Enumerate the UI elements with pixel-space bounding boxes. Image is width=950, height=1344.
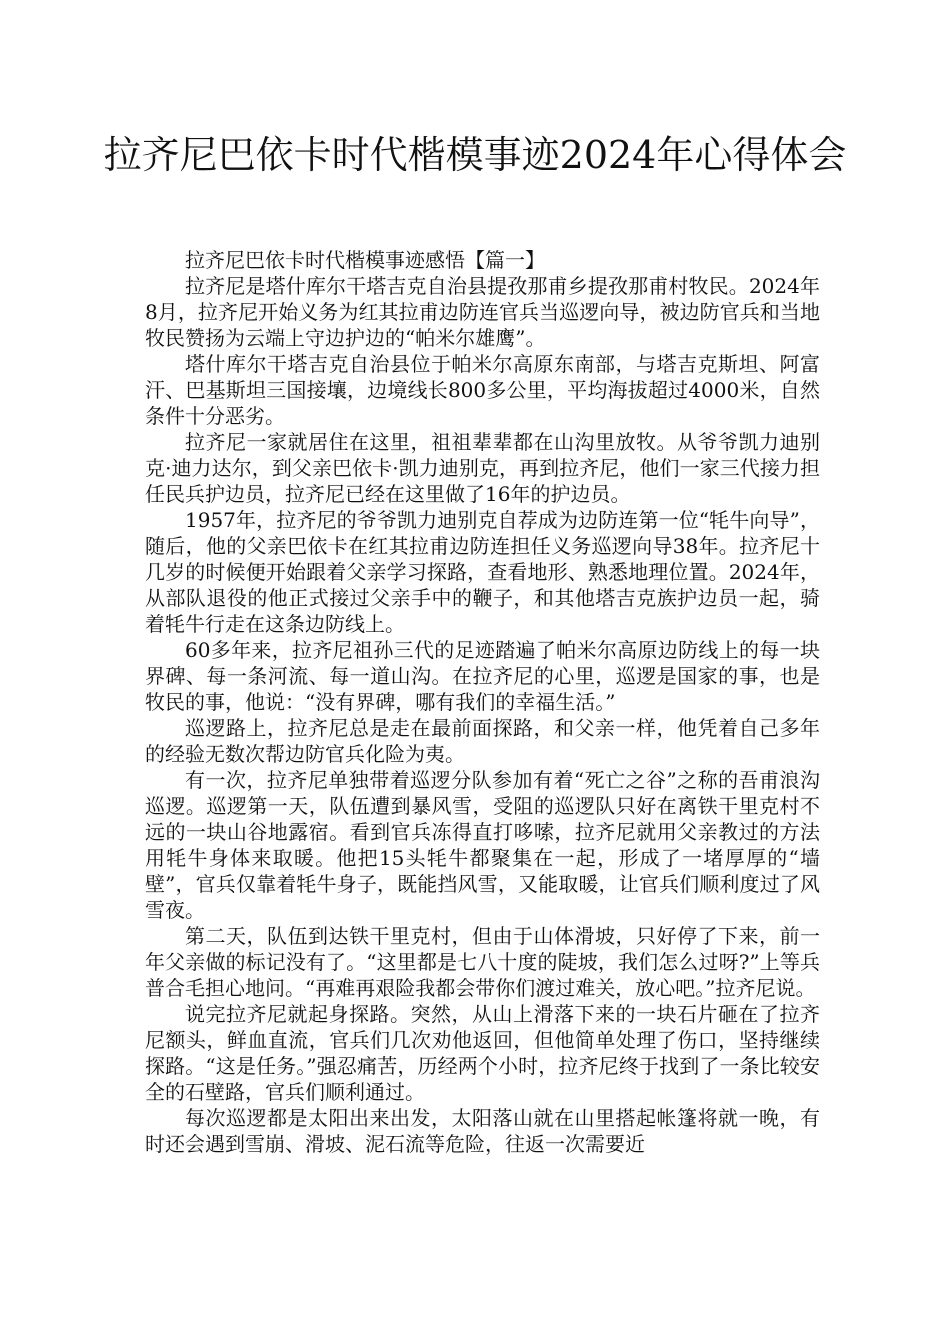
paragraph: 每次巡逻都是太阳出来出发，太阳落山就在山里搭起帐篷将就一晚，有时还会遇到雪崩、滑坡、泥石流等危险，往返一次需要近	[145, 1106, 820, 1156]
document-body	[145, 247, 820, 1157]
document-title: 拉齐尼巴依卡时代楷模事迹2024年心得体会	[103, 133, 847, 177]
paragraph: 60多年来，拉齐尼祖孙三代的足迹踏遍了帕米尔高原边防线上的每一块界碑、每一条河流、每一道山沟。在拉齐尼的心里，巡逻是国家的事，也是牧民的事，他说：“没有界碑，哪有我们的幸福生活。”	[145, 638, 820, 714]
paragraph: 拉齐尼一家就居住在这里，祖祖辈辈都在山沟里放牧。从爷爷凯力迪别克·迪力达尔，到父亲巴依卡·凯力迪别克，再到拉齐尼，他们一家三代接力担任民兵护边员，拉齐尼已经在这里做了16年的护边员。	[145, 430, 820, 506]
paragraph: 塔什库尔干塔吉克自治县位于帕米尔高原东南部，与塔吉克斯坦、阿富汗、巴基斯坦三国接壤，边境线长800多公里，平均海拔超过4000米，自然条件十分恶劣。	[145, 352, 820, 428]
paragraph: 有一次，拉齐尼单独带着巡逻分队参加有着“死亡之谷”之称的吾甫浪沟巡逻。巡逻第一天，队伍遭到暴风雪，受阻的巡逻队只好在离铁干里克村不远的一块山谷地露宿。看到官兵冻得直打哆嗦，拉齐尼就用父亲教过的方法用牦牛身体来取暖。他把15头牦牛都聚集在一起，形成了一堵厚厚的“墙壁”，官兵仅靠着牦牛身子，既能挡风雪，又能取暖，让官兵们顺利度过了风雪夜。	[145, 768, 820, 922]
paragraph: 巡逻路上，拉齐尼总是走在最前面探路，和父亲一样，他凭着自己多年的经验无数次帮边防官兵化险为夷。	[145, 716, 820, 766]
paragraph: 说完拉齐尼就起身探路。突然，从山上滑落下来的一块石片砸在了拉齐尼额头，鲜血直流，官兵们几次劝他返回，但他简单处理了伤口，坚持继续探路。“这是任务。”强忍痛苦，历经两个小时，拉齐尼终于找到了一条比较安全的石壁路，官兵们顺利通过。	[145, 1002, 820, 1104]
paragraph: 拉齐尼是塔什库尔干塔吉克自治县提孜那甫乡提孜那甫村牧民。2024年8月，拉齐尼开始义务为红其拉甫边防连官兵当巡逻向导，被边防官兵和当地牧民赞扬为云端上守边护边的“帕米尔雄鹰”。	[145, 274, 820, 350]
paragraph: 第二天，队伍到达铁干里克村，但由于山体滑坡，只好停了下来，前一年父亲做的标记没有了。“这里都是七八十度的陡坡，我们怎么过呀?”上等兵普合毛担心地问。“再难再艰险我都会带你们渡过难关，放心吧。”拉齐尼说。	[145, 924, 820, 1000]
paragraph: 1957年，拉齐尼的爷爷凯力迪别克自荐成为边防连第一位“牦牛向导”，随后，他的父亲巴依卡在红其拉甫边防连担任义务巡逻向导38年。拉齐尼十几岁的时候便开始跟着父亲学习探路，查看地形、熟悉地理位置。2024年，从部队退役的他正式接过父亲手中的鞭子，和其他塔吉克族护边员一起，骑着牦牛行走在这条边防线上。	[145, 508, 820, 636]
section-heading: 拉齐尼巴依卡时代楷模事迹感悟【篇一】	[185, 248, 545, 272]
